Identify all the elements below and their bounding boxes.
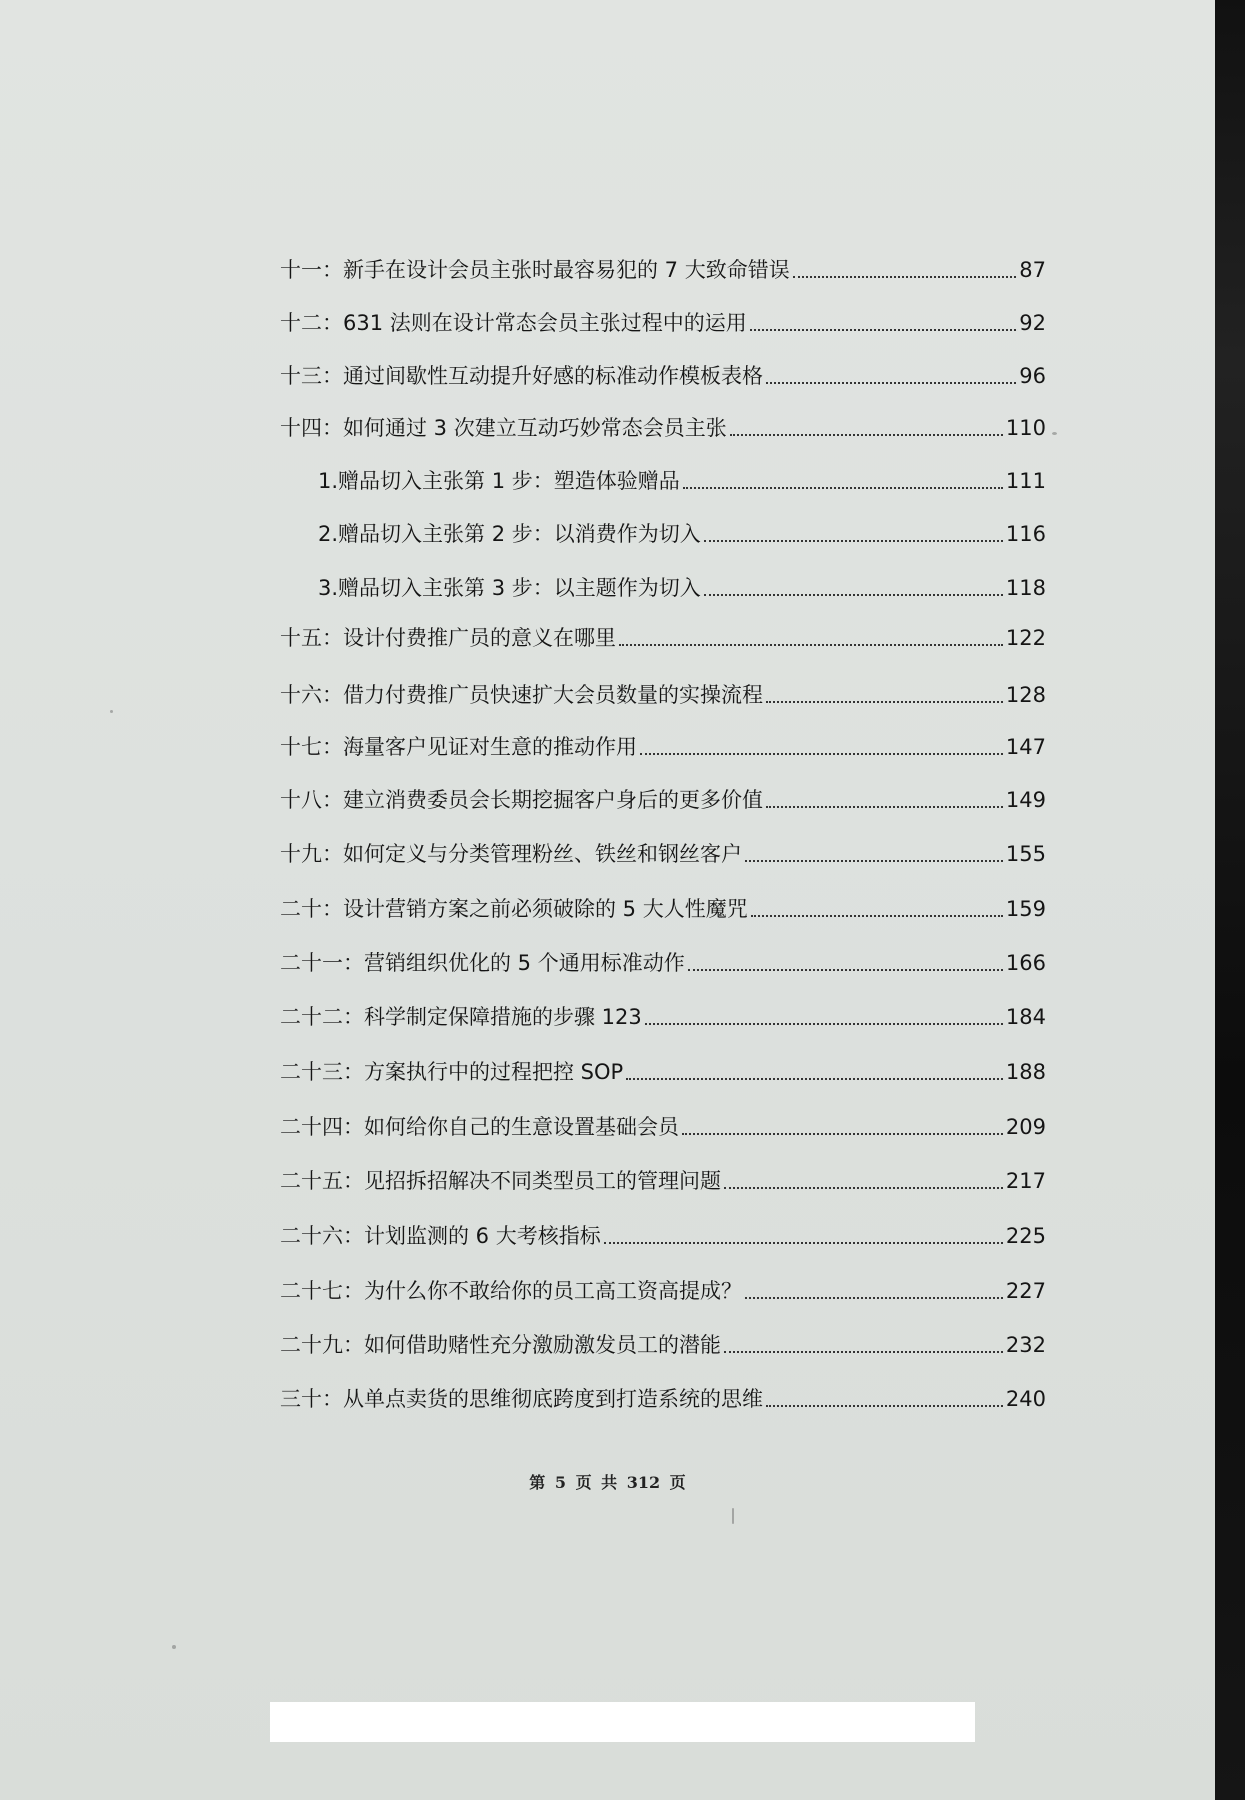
scan-dark-edge [1215,0,1245,1800]
toc-entry-page: 128 [1005,683,1046,707]
toc-entry-title: 十九：如何定义与分类管理粉丝、铁丝和钢丝客户 [280,842,742,866]
dot-leader [619,644,1003,646]
toc-entry [280,780,1046,814]
toc-subentry [318,514,1046,548]
dot-leader [640,753,1003,755]
toc-entry-page: 149 [1005,788,1046,812]
dot-leader [626,1078,1003,1080]
toc-entry-title: 二十一：营销组织优化的 5 个通用标准动作 [280,951,685,975]
toc-entry-page: 184 [1005,1005,1046,1029]
dot-leader [683,487,1003,489]
toc-entry-page: 188 [1005,1060,1046,1084]
toc-entry-page: 111 [1005,469,1046,493]
toc-entry [280,1271,1046,1305]
toc-entry-page: 116 [1005,522,1046,546]
toc-entry-page: 166 [1005,951,1046,975]
toc-entry-page: 92 [1019,311,1046,335]
toc-entry-title: 十六：借力付费推广员快速扩大会员数量的实操流程 [280,683,763,707]
toc-entry-title: 二十二：科学制定保障措施的步骤 123 [280,1005,642,1029]
toc-entry [280,1107,1046,1141]
toc-entry [280,1216,1046,1250]
toc-entry-title: 十三：通过间歇性互动提升好感的标准动作模板表格 [280,364,763,388]
dot-leader [766,382,1016,384]
toc-entry-page: 232 [1005,1333,1046,1357]
toc-subentry [318,461,1046,495]
toc-subentry [318,568,1046,602]
toc-entry-title: 二十三：方案执行中的过程把控 SOP [280,1060,624,1084]
toc-entry-title: 二十四：如何给你自己的生意设置基础会员 [280,1115,679,1139]
toc-entry-page: 227 [1005,1279,1046,1303]
ink-speck [110,710,113,713]
toc-entry-title: 十四：如何通过 3 次建立互动巧妙常态会员主张 [280,416,727,440]
toc-entry-page: 209 [1005,1115,1046,1139]
page-footer: 第 5 页 共 312 页 [529,1473,686,1492]
toc-entry [280,618,1046,652]
toc-entry-page: 159 [1005,897,1046,921]
toc-entry [280,303,1046,337]
dot-leader [745,1297,1003,1299]
dot-leader [604,1242,1003,1244]
toc-entry-title: 3.赠品切入主张第 3 步：以主题作为切入 [318,576,701,600]
toc-entry [280,356,1046,390]
ink-speck [732,1508,734,1524]
toc-entry [280,834,1046,868]
dot-leader [766,1405,1003,1407]
dot-leader [688,969,1003,971]
toc-entry-page: 87 [1019,258,1046,282]
toc-entry-page: 155 [1005,842,1046,866]
dot-leader [645,1023,1003,1025]
dot-leader [724,1187,1003,1189]
toc-entry-title: 二十七：为什么你不敢给你的员工高工资高提成？ [280,1279,742,1303]
toc-entry-title: 十五：设计付费推广员的意义在哪里 [280,626,616,650]
dot-leader [793,276,1017,278]
toc-entry [280,1379,1046,1413]
dot-leader [766,701,1003,703]
toc-entry [280,1325,1046,1359]
toc-entry-title: 二十：设计营销方案之前必须破除的 5 大人性魔咒 [280,897,748,921]
dot-leader [750,329,1017,331]
toc-entry-page: 118 [1005,576,1046,600]
toc-entry [280,997,1046,1031]
toc-entry-title: 二十九：如何借助赌性充分激励激发员工的潜能 [280,1333,721,1357]
toc-entry [280,675,1046,709]
dot-leader [704,540,1003,542]
toc-entry [280,1161,1046,1195]
toc-entry-page: 110 [1005,416,1046,440]
toc-entry-title: 二十五：见招拆招解决不同类型员工的管理问题 [280,1169,721,1193]
dot-leader [766,806,1003,808]
toc-entry-title: 二十六：计划监测的 6 大考核指标 [280,1224,601,1248]
toc-entry [280,1052,1046,1086]
dot-leader [704,594,1003,596]
dot-leader [745,860,1003,862]
toc-entry-page: 96 [1019,364,1046,388]
toc-entry [280,408,1046,442]
toc-entry-title: 十二：631 法则在设计常态会员主张过程中的运用 [280,311,747,335]
toc-entry-title: 十一：新手在设计会员主张时最容易犯的 7 大致命错误 [280,258,790,282]
toc-entry-title: 三十：从单点卖货的思维彻底跨度到打造系统的思维 [280,1387,763,1411]
dot-leader [730,434,1003,436]
ink-speck [172,1645,176,1649]
toc-entry [280,250,1046,284]
toc-entry-page: 122 [1005,626,1046,650]
dot-leader [682,1133,1003,1135]
toc-entry-title: 十八：建立消费委员会长期挖掘客户身后的更多价值 [280,788,763,812]
toc-entry-page: 147 [1005,735,1046,759]
toc-entry-title: 2.赠品切入主张第 2 步：以消费作为切入 [318,522,701,546]
toc-entry-title: 1.赠品切入主张第 1 步：塑造体验赠品 [318,469,680,493]
toc-entry [280,727,1046,761]
toc-entry-page: 240 [1005,1387,1046,1411]
dot-leader [724,1351,1003,1353]
ink-speck [1052,432,1057,435]
toc-entry-page: 217 [1005,1169,1046,1193]
redaction-bar [270,1702,975,1742]
toc-entry-page: 225 [1005,1224,1046,1248]
toc-entry [280,889,1046,923]
toc-entry-title: 十七：海量客户见证对生意的推动作用 [280,735,637,759]
dot-leader [751,915,1003,917]
toc-entry [280,943,1046,977]
